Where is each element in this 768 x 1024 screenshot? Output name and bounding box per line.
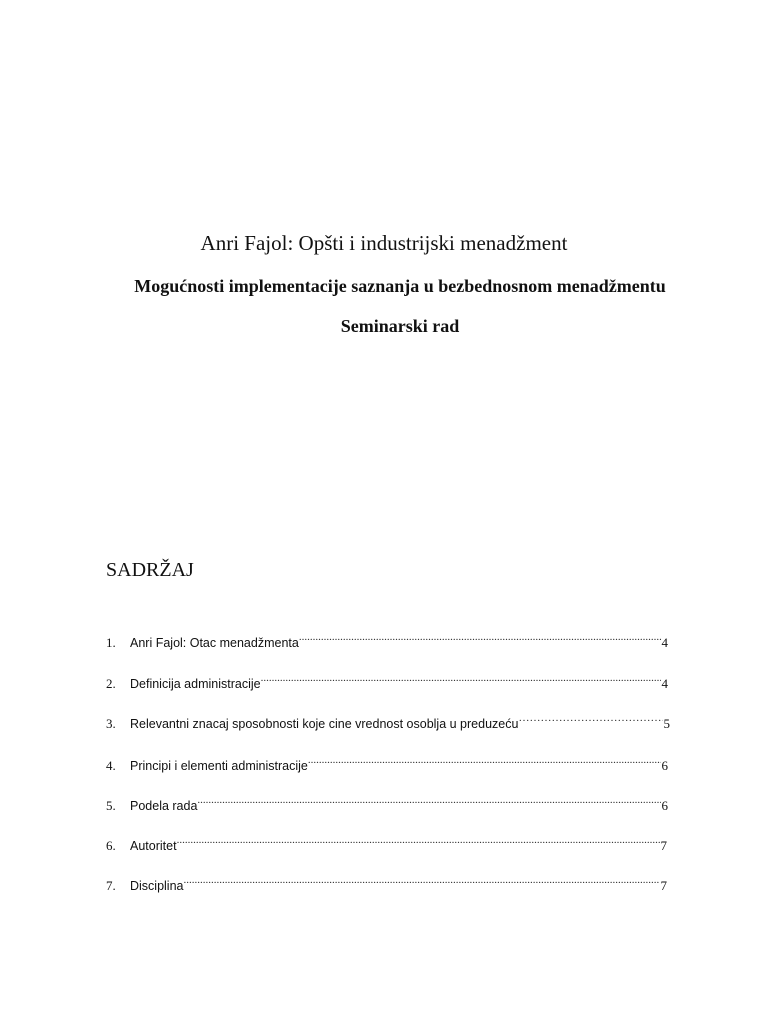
toc-item-label: Disciplina bbox=[130, 879, 184, 893]
toc-item-7 bbox=[106, 870, 667, 893]
toc-dot-leader bbox=[197, 790, 660, 810]
toc-item-number: 5. bbox=[106, 798, 116, 813]
toc-heading: SADRŽAJ bbox=[106, 559, 194, 581]
toc-item-page: 7 bbox=[660, 838, 667, 853]
document-title: Anri Fajol: Opšti i industrijski menadžment bbox=[200, 231, 568, 255]
toc-item-3 bbox=[106, 708, 670, 731]
toc-dot-leader bbox=[177, 830, 660, 850]
toc-dot-leader bbox=[184, 870, 660, 890]
toc-item-1 bbox=[106, 627, 668, 650]
toc-item-number: 1. bbox=[106, 635, 116, 650]
toc-item-page: 5 bbox=[663, 716, 670, 731]
toc-item-label: Autoritet bbox=[130, 839, 177, 853]
toc-item-number: 4. bbox=[106, 758, 116, 773]
toc-item-4 bbox=[106, 750, 668, 773]
toc-item-number: 6. bbox=[106, 838, 116, 853]
toc-dot-leader bbox=[308, 750, 661, 770]
toc-item-number: 7. bbox=[106, 878, 116, 893]
toc-item-label: Relevantni znacaj sposobnosti koje cine vrednost osoblja u preduzeću bbox=[130, 717, 519, 731]
document-type: Seminarski rad bbox=[340, 316, 460, 336]
toc-dot-leader bbox=[299, 627, 661, 647]
toc-item-page: 6 bbox=[661, 758, 668, 773]
toc-dot-leader bbox=[518, 708, 662, 728]
toc-item-page: 4 bbox=[661, 676, 668, 691]
toc-dot-leader bbox=[261, 668, 661, 688]
toc-item-label: Definicija administracije bbox=[130, 677, 261, 691]
document-subtitle: Mogućnosti implementacije saznanja u bezbednosnom menadžmentu bbox=[134, 276, 666, 296]
toc-item-page: 4 bbox=[661, 635, 668, 650]
toc-item-label: Anri Fajol: Otac menadžmenta bbox=[130, 636, 299, 650]
toc-item-5 bbox=[106, 790, 668, 813]
toc-item-label: Podela rada bbox=[130, 799, 198, 813]
toc-item-2 bbox=[106, 668, 668, 691]
toc-item-page: 7 bbox=[660, 878, 667, 893]
toc-item-label: Principi i elementi administracije bbox=[130, 759, 308, 773]
toc-item-page: 6 bbox=[661, 798, 668, 813]
toc-item-number: 2. bbox=[106, 676, 116, 691]
toc-item-6 bbox=[106, 830, 667, 853]
toc-item-number: 3. bbox=[106, 716, 116, 731]
